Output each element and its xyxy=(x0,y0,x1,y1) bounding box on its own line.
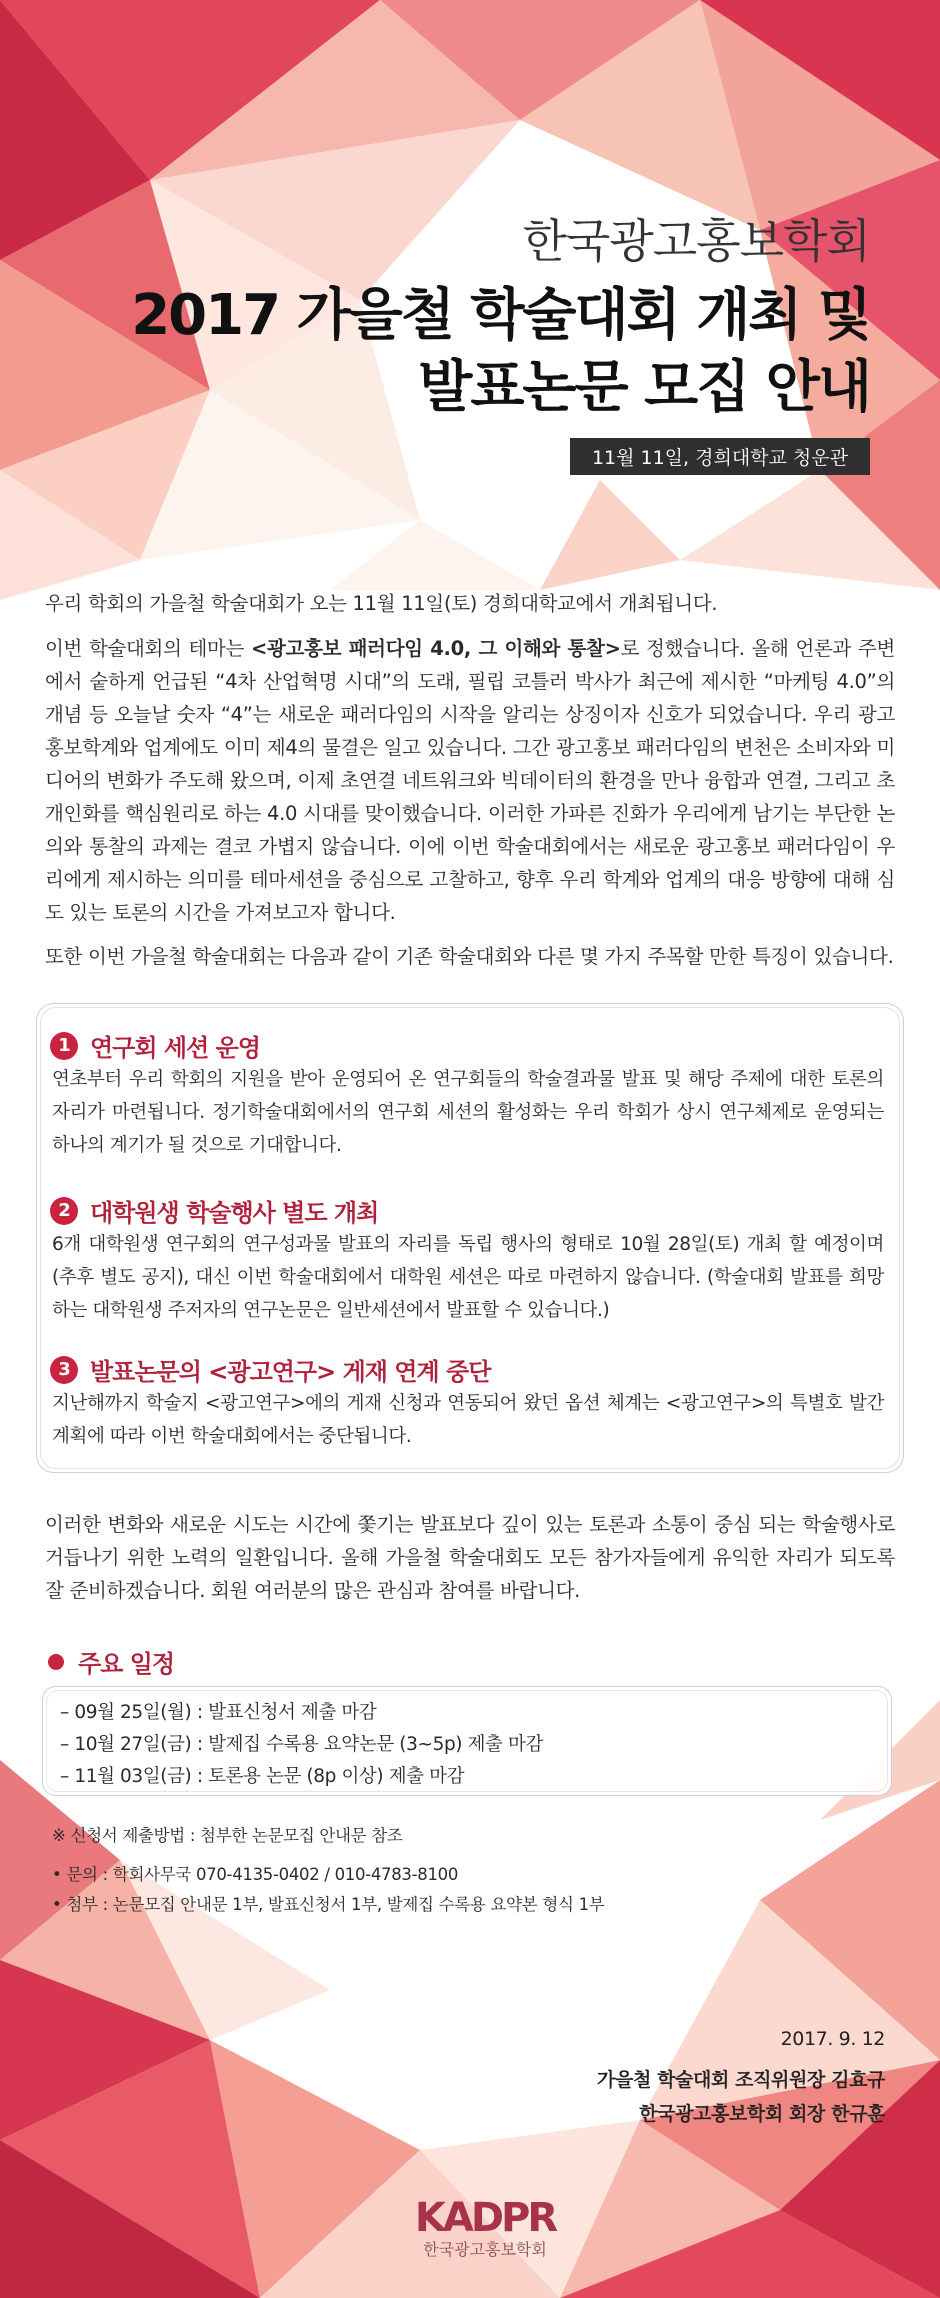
feature-2-title xyxy=(50,1193,378,1228)
date-venue-badge: 11월 11일, 경희대학교 청운관 xyxy=(570,438,870,475)
feature-3-title xyxy=(50,1352,490,1387)
theme-prefix: 이번 학술대회의 테마는 xyxy=(45,637,251,660)
bullet-dot-icon xyxy=(48,1654,64,1670)
feature-3-number-icon: 3 xyxy=(50,1356,78,1384)
feature-2-body: 6개 대학원생 연구회의 연구성과물 발표의 자리를 독립 행사의 형태로 10월 28일(토) 개최 할 예정이며 (추후 별도 공지), 대신 이번 학술대회에서 대학원 세션은 따로 마련하지 않습니다. (학술대회 발표를 희망하는 대학원생 주저자의 연구논문은 일반세션에서 발표할 수 있습니다.) xyxy=(52,1234,884,1321)
kadpr-logo xyxy=(410,2195,560,2260)
signature-chair: 가을철 학술대회 조직위원장 김효규 xyxy=(597,2069,885,2091)
feature-3-title-text: 발표논문의 <광고연구> 게재 연계 중단 xyxy=(90,1358,491,1386)
submission-method-note: ※ 신청서 제출방법 : 첨부한 논문모집 안내문 참조 xyxy=(52,1826,403,1845)
theme-title: <광고홍보 패러다임 4.0, 그 이해와 통찰> xyxy=(250,637,621,660)
signature-date: 2017. 9. 12 xyxy=(780,2028,885,2050)
logo-mark: KADPR xyxy=(414,2195,556,2241)
feature-2-title-text: 대학원생 학술행사 별도 개최 xyxy=(90,1199,379,1227)
feature-2-number-icon: 2 xyxy=(50,1197,78,1225)
title-line-2: 발표논문 모집 안내 xyxy=(418,355,870,420)
schedule-heading xyxy=(48,1644,174,1679)
attachment-note: • 첨부 : 논문모집 안내문 1부, 발표신청서 1부, 발제집 수록용 요약본 형식 1부 xyxy=(52,1895,605,1914)
theme-description: 로 정했습니다. 올해 언론과 주변에서 숱하게 언급된 “4차 산업혁명 시대”의 도래, 필립 코틀러 박사가 최근에 제시한 “마케팅 4.0”의 개념 등 오늘날 숫자 “4”는 새로운 패러다임의 시작을 알리는 상징이자 신호가 되었습니다. 우리 광고홍보학계와 업계에도 이미 제4의 물결은 일고 있습니다. 그간 광고홍보 패러다임의 변천은 소비자와 미디어의 변화가 주도해 왔으며, 이제 초연결 네트워크와 빅데이터의 환경을 만나 융합과 연결, 그리고 초개인화를 핵심원리로 하는 4.0 시대를 맞이했습니다. 이러한 가파른 진화가 우리에게 남기는 부단한 논의와 통찰의 과제는 결코 가볍지 않습니다. 이에 이번 학술대회에서는 새로운 광고홍보 패러다임이 우리에게 제시하는 의미를 테마세션을 중심으로 고찰하고, 향후 우리 학계와 업계의 대응 방향에 대해 심도 있는 토론의 시간을 가져보고자 합니다. xyxy=(45,637,895,924)
schedule-item: – 09월 25일(월) : 발표신청서 제출 마감 xyxy=(60,1702,377,1723)
feature-1-title-text: 연구회 세션 운영 xyxy=(90,1034,260,1062)
intro-paragraph-3: 또한 이번 가을철 학술대회는 다음과 같이 기존 학술대회와 다른 몇 가지 주목할 만한 특징이 있습니다. xyxy=(45,945,894,968)
feature-1-body: 연초부터 우리 학회의 지원을 받아 운영되어 온 연구회들의 학술결과물 발표 및 해당 주제에 대한 토론의 자리가 마련됩니다. 정기학술대회에서의 연구회 세션의 활성화는 우리 학회가 상시 연구체제로 운영되는 하나의 계기가 될 것으로 기대합니다. xyxy=(52,1069,884,1156)
schedule-item: – 10월 27일(금) : 발제집 수록용 요약논문 (3~5p) 제출 마감 xyxy=(60,1734,543,1755)
contact-note: • 문의 : 학회사무국 070-4135-0402 / 010-4783-8100 xyxy=(52,1865,459,1884)
intro-paragraph-2 xyxy=(45,632,895,929)
title-line-1: 2017 가을철 학술대회 개최 및 xyxy=(131,283,870,348)
page-title xyxy=(131,280,870,424)
schedule-heading-text: 주요 일정 xyxy=(78,1650,175,1678)
schedule-item: – 11월 03일(금) : 토론용 논문 (8p 이상) 제출 마감 xyxy=(60,1766,465,1787)
closing-paragraph: 이러한 변화와 새로운 시도는 시간에 쫓기는 발표보다 깊이 있는 토론과 소통이 중심 되는 학술행사로 거듭나기 위한 노력의 일환입니다. 올해 가을철 학술대회도 모든 참가자들에게 유익한 자리가 되도록 잘 준비하겠습니다. 회원 여러분의 많은 관심과 참여를 바랍니다. xyxy=(45,1513,895,1602)
feature-1-title xyxy=(50,1028,260,1063)
intro-paragraph-1: 우리 학회의 가을철 학술대회가 오는 11월 11일(토) 경희대학교에서 개최됩니다. xyxy=(45,592,718,615)
feature-3-body: 지난해까지 학술지 <광고연구>에의 게재 신청과 연동되어 왔던 옵션 체계는 <광고연구>의 특별호 발간 계획에 따라 이번 학술대회에서는 중단됩니다. xyxy=(52,1393,884,1447)
organization-name: 한국광고홍보학회 xyxy=(522,214,870,268)
feature-1-number-icon: 1 xyxy=(50,1032,78,1060)
logo-name: 한국광고홍보학회 xyxy=(423,2240,547,2259)
signature-president: 한국광고홍보학회 회장 한규훈 xyxy=(639,2103,885,2125)
